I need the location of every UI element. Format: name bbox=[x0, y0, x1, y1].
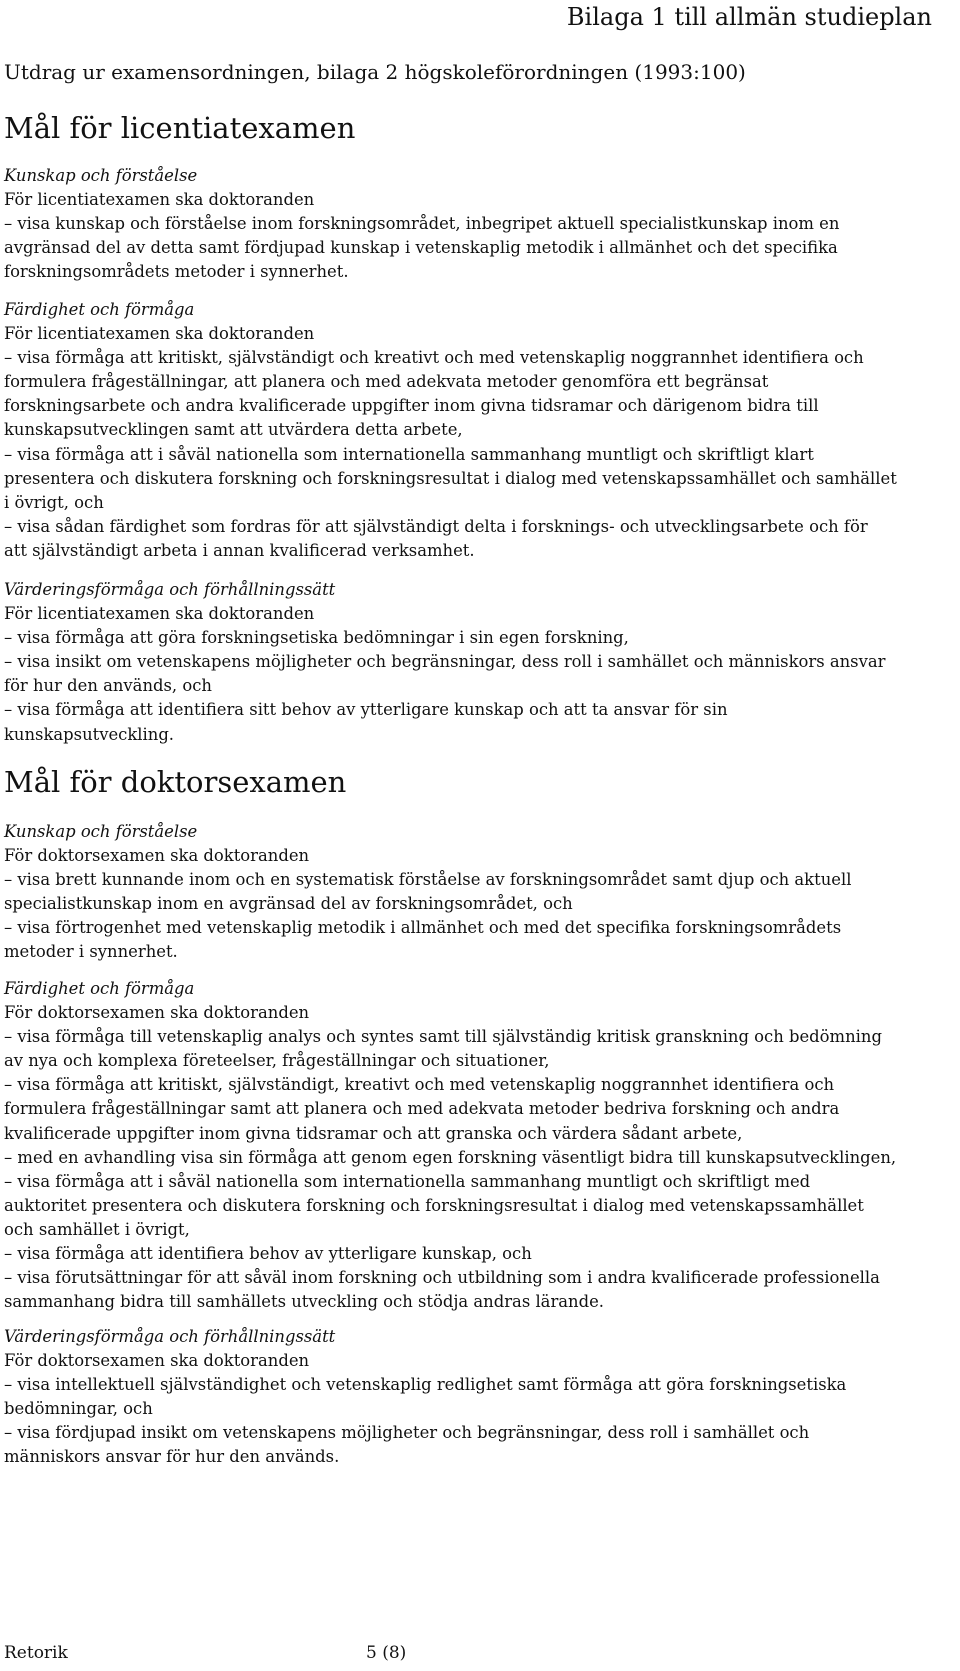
text-line: För licentiatexamen ska doktoranden bbox=[4, 324, 315, 344]
text-line: – visa intellektuell självständighet och vetenskaplig redlighet samt förmåga att göra forskningsetiska bbox=[4, 1375, 847, 1395]
text-line: – visa förtrogenhet med vetenskaplig metodik i allmänhet och med det specifika forskningsområdets bbox=[4, 918, 842, 938]
text-line: specialistkunskap inom en avgränsad del av forskningsområdet, och bbox=[4, 894, 573, 914]
text-line: att självständigt arbeta i annan kvalificerad verksamhet. bbox=[4, 540, 475, 560]
text-line: – visa insikt om vetenskapens möjligheter och begränsningar, dess roll i samhället och människors ansvar bbox=[4, 652, 886, 672]
text-line: avgränsad del av detta samt fördjupad kunskap i vetenskaplig metodik i allmänhet och det specifika bbox=[4, 238, 838, 258]
text-line: – visa kunskap och förståelse inom forskningsområdet, inbegripet aktuell specialistkunskap inom en bbox=[4, 214, 840, 234]
subheading: Färdighet och förmåga bbox=[4, 300, 195, 319]
text-line: För doktorsexamen ska doktoranden bbox=[4, 846, 310, 866]
text-line: – visa förmåga att i såväl nationella som internationella sammanhang muntligt och skriftligt med bbox=[4, 1171, 811, 1191]
subheading: Färdighet och förmåga bbox=[4, 979, 195, 998]
text-line: människors ansvar för hur den används. bbox=[4, 1447, 340, 1467]
paragraph bbox=[4, 1349, 954, 1469]
text-line: – visa brett kunnande inom och en systematisk förståelse av forskningsområdet samt djup och aktuell bbox=[4, 870, 852, 890]
text-line: för hur den används, och bbox=[4, 676, 212, 696]
text-line: metoder i synnerhet. bbox=[4, 942, 178, 962]
document-header: Bilaga 1 till allmän studieplan bbox=[566, 3, 932, 31]
text-line: – visa förmåga att i såväl nationella som internationella sammanhang muntligt och skriftligt klart bbox=[4, 444, 814, 464]
text-line: bedömningar, och bbox=[4, 1399, 153, 1419]
text-line: – visa förutsättningar för att såväl inom forskning och utbildning som i andra kvalificerade professionella bbox=[4, 1268, 880, 1288]
paragraph bbox=[4, 602, 954, 747]
text-line: För doktorsexamen ska doktoranden bbox=[4, 1351, 310, 1371]
lic-values-block bbox=[4, 578, 954, 747]
text-line: – med en avhandling visa sin förmåga att genom egen forskning väsentligt bidra till kunskapsutvecklingen, bbox=[4, 1147, 897, 1167]
text-line: – visa sådan färdighet som fordras för att självständigt delta i forsknings- och utvecklingsarbete och för bbox=[4, 516, 868, 536]
footer-page-number: 5 (8) bbox=[366, 1643, 407, 1663]
text-line: forskningsområdets metoder i synnerhet. bbox=[4, 262, 349, 282]
paragraph bbox=[4, 1001, 954, 1314]
text-line: presentera och diskutera forskning och forskningsresultat i dialog med vetenskapssamhället och samhället bbox=[4, 468, 897, 488]
paragraph bbox=[4, 844, 954, 964]
text-line: – visa förmåga att identifiera behov av ytterligare kunskap, och bbox=[4, 1244, 532, 1264]
dok-skills-block bbox=[4, 977, 954, 1314]
text-line: kunskapsutveckling. bbox=[4, 724, 175, 744]
section-title-licentiate: Mål för licentiatexamen bbox=[4, 111, 356, 145]
dok-values-block bbox=[4, 1325, 954, 1470]
footer-course-name: Retorik bbox=[4, 1643, 68, 1663]
text-line: – visa förmåga till vetenskaplig analys och syntes samt till självständig kritisk granskning och bedömning bbox=[4, 1027, 882, 1047]
text-line: forskningsarbete och andra kvalificerade uppgifter inom givna tidsramar och därigenom bidra till bbox=[4, 396, 819, 416]
text-line: – visa förmåga att kritiskt, självständigt, kreativt och med vetenskaplig noggrannhet identifiera och bbox=[4, 1075, 835, 1095]
lic-skills-block bbox=[4, 298, 954, 563]
text-line: formulera frågeställningar, att planera och med adekvata metoder genomföra ett begränsat bbox=[4, 372, 769, 392]
dok-knowledge-block bbox=[4, 820, 954, 965]
text-line: För doktorsexamen ska doktoranden bbox=[4, 1003, 310, 1023]
subheading: Kunskap och förståelse bbox=[4, 822, 198, 841]
text-line: kunskapsutvecklingen samt att utvärdera detta arbete, bbox=[4, 420, 463, 440]
subheading: Värderingsförmåga och förhållningssätt bbox=[4, 580, 336, 599]
document-subtitle: Utdrag ur examensordningen, bilaga 2 högskoleförordningen (1993:100) bbox=[4, 60, 746, 84]
text-line: – visa förmåga att kritiskt, självständigt och kreativt och med vetenskaplig noggrannhet identifiera och bbox=[4, 348, 864, 368]
text-line: För licentiatexamen ska doktoranden bbox=[4, 604, 315, 624]
text-line: och samhället i övrigt, bbox=[4, 1219, 190, 1239]
text-line: – visa förmåga att göra forskningsetiska bedömningar i sin egen forskning, bbox=[4, 628, 629, 648]
subheading: Värderingsförmåga och förhållningssätt bbox=[4, 1327, 336, 1346]
text-line: kvalificerade uppgifter inom givna tidsramar och att granska och värdera sådant arbete, bbox=[4, 1123, 743, 1143]
lic-knowledge-block bbox=[4, 164, 954, 284]
section-title-doctorate: Mål för doktorsexamen bbox=[4, 765, 347, 799]
text-line: i övrigt, och bbox=[4, 492, 104, 512]
text-line: auktoritet presentera och diskutera forskning och forskningsresultat i dialog med vetenskapssamhället bbox=[4, 1195, 864, 1215]
subheading: Kunskap och förståelse bbox=[4, 166, 198, 185]
text-line: formulera frågeställningar samt att planera och med adekvata metoder bedriva forskning och andra bbox=[4, 1099, 840, 1119]
paragraph bbox=[4, 322, 954, 563]
paragraph bbox=[4, 188, 954, 284]
text-line: För licentiatexamen ska doktoranden bbox=[4, 190, 315, 210]
text-line: – visa fördjupad insikt om vetenskapens möjligheter och begränsningar, dess roll i samhället och bbox=[4, 1423, 810, 1443]
text-line: – visa förmåga att identifiera sitt behov av ytterligare kunskap och att ta ansvar för sin bbox=[4, 700, 728, 720]
text-line: sammanhang bidra till samhällets utveckling och stödja andras lärande. bbox=[4, 1292, 605, 1312]
text-line: av nya och komplexa företeelser, frågeställningar och situationer, bbox=[4, 1051, 550, 1071]
